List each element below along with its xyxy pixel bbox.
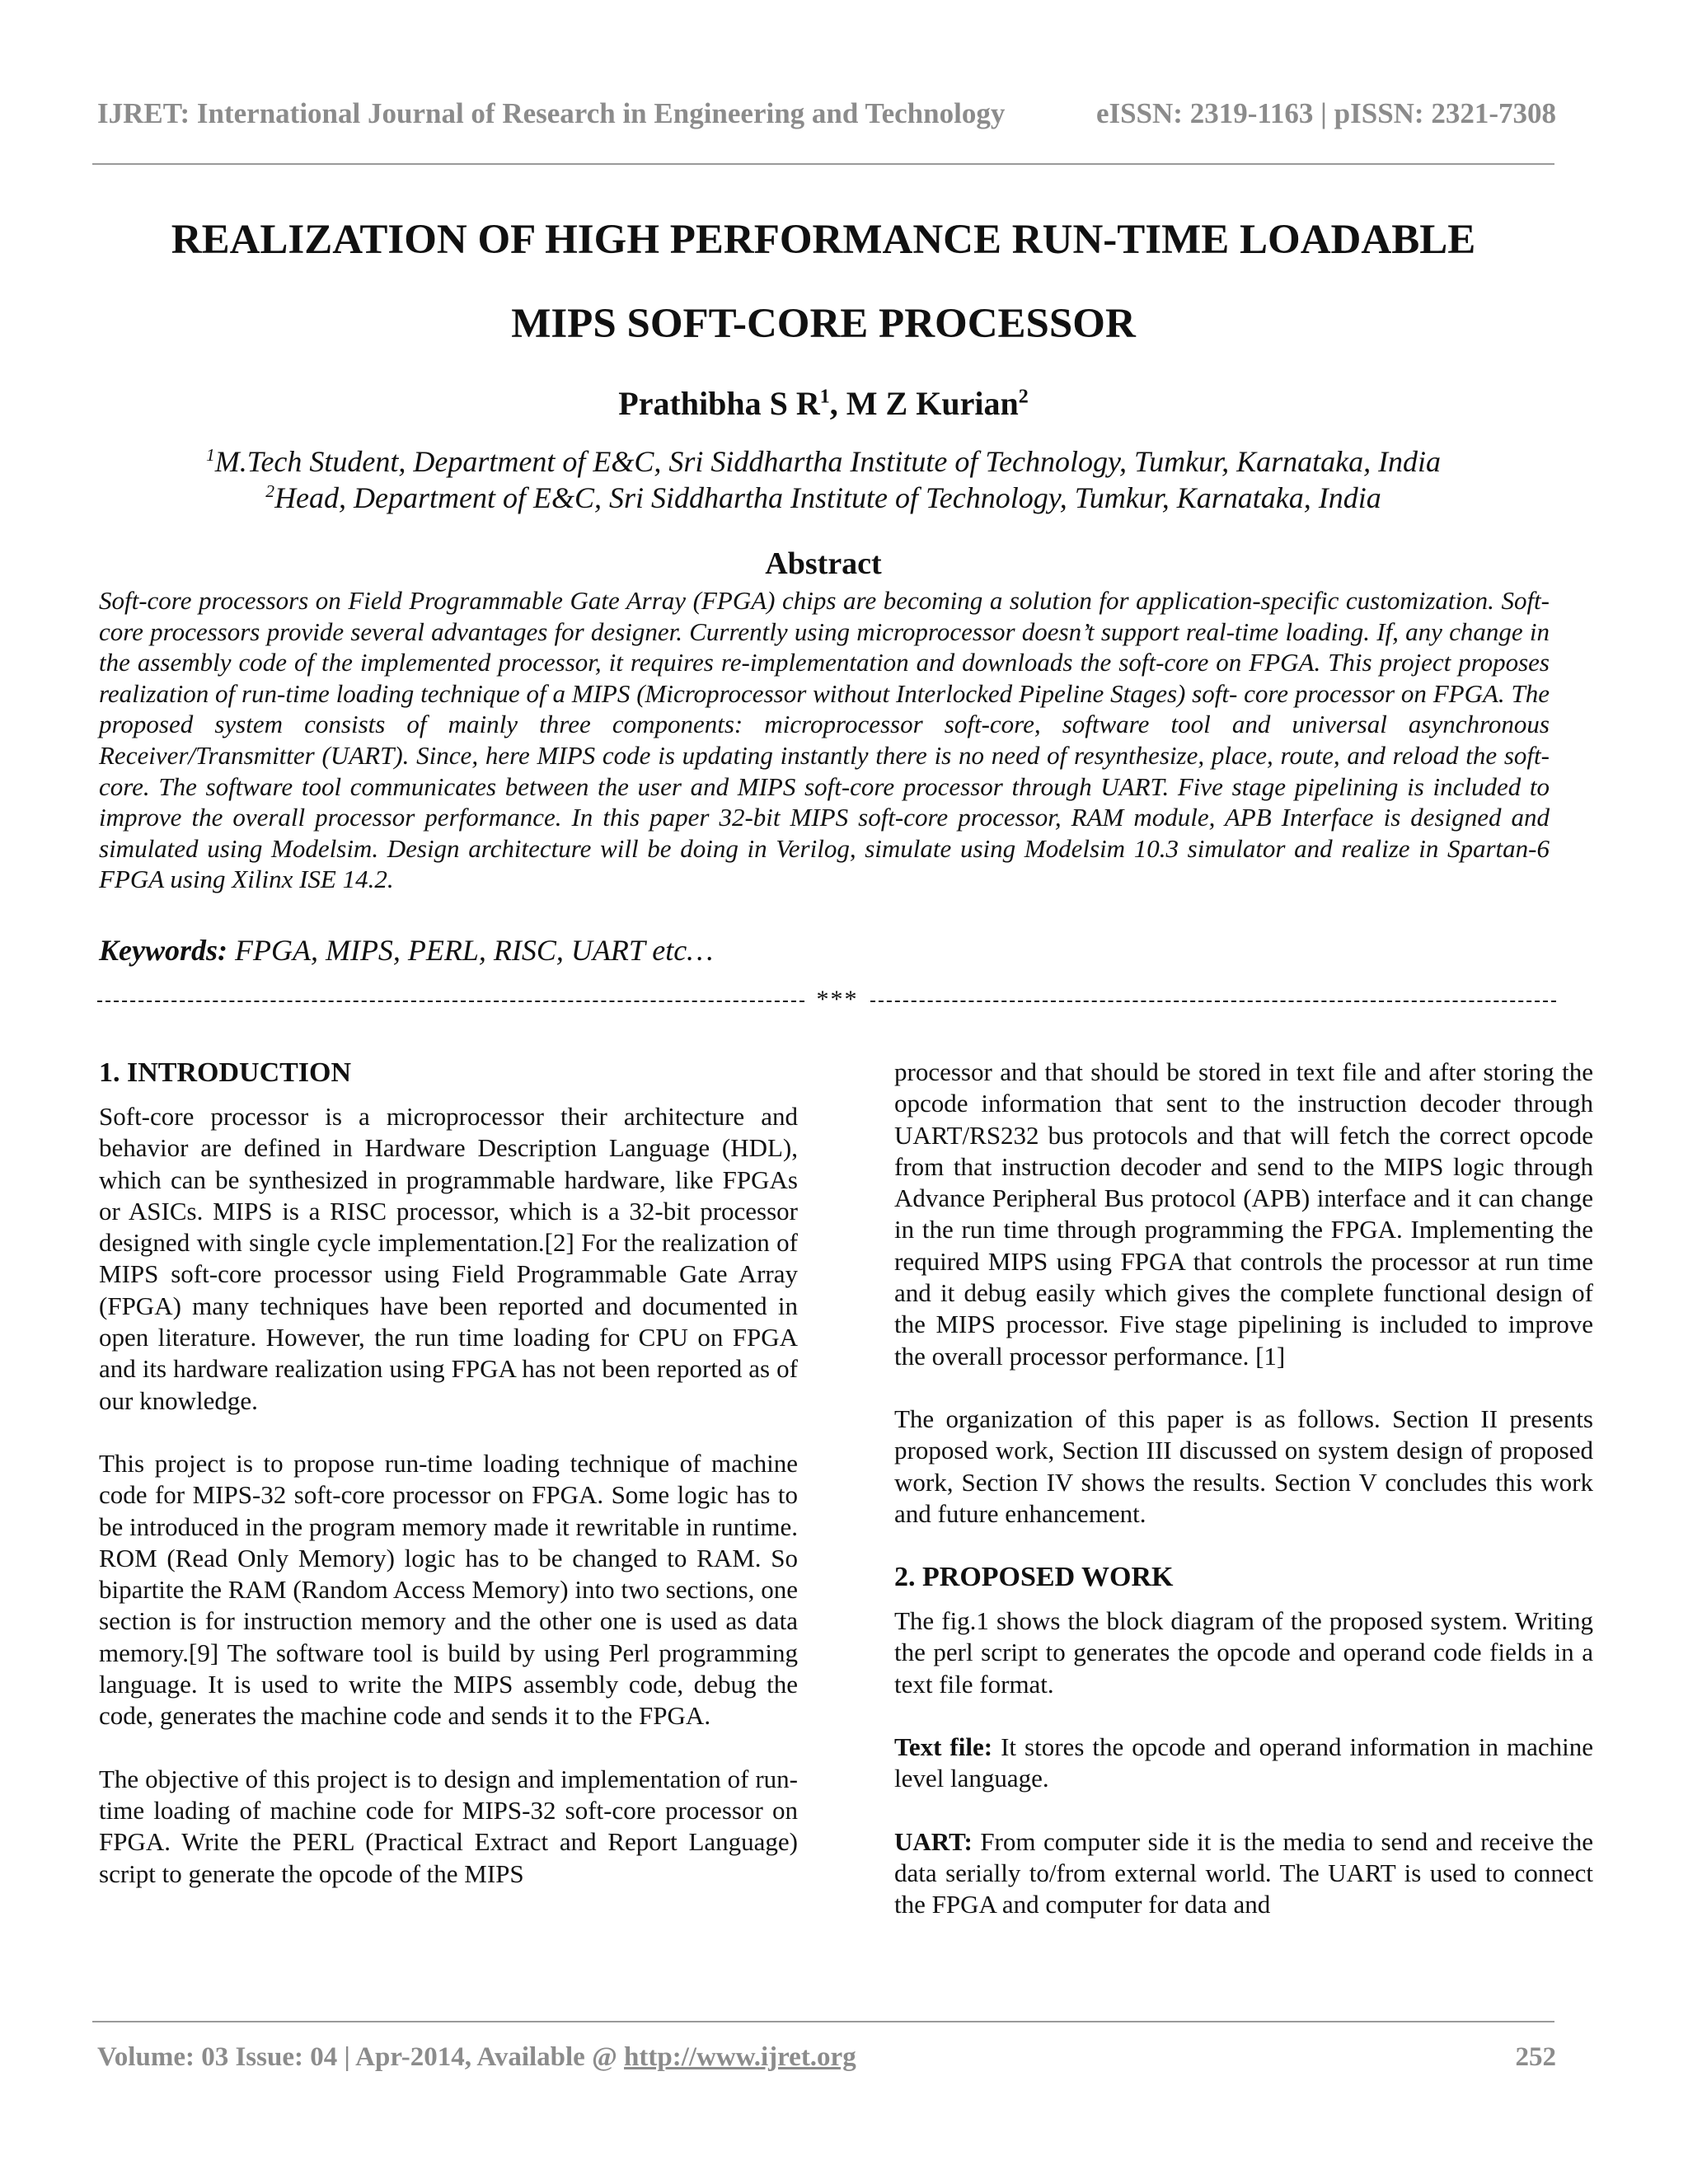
journal-name: IJRET: International Journal of Research in Engineering and Technology <box>97 97 1006 129</box>
affiliation-1-mark: 1 <box>205 445 215 465</box>
author-1: Prathibha S R <box>618 385 820 422</box>
introduction-heading: 1. INTRODUCTION <box>99 1057 352 1088</box>
affiliation-2-mark: 2 <box>265 481 275 501</box>
affiliation-1-text: M.Tech Student, Department of E&C, Sri Siddhartha Institute of Technology, Tumkur, Karnataka, India <box>214 445 1442 478</box>
keywords-text: FPGA, MIPS, PERL, RISC, UART etc… <box>227 934 714 967</box>
title-line-2: MIPS SOFT-CORE PROCESSOR <box>511 301 1136 347</box>
title-line-1: REALIZATION OF HIGH PERFORMANCE RUN-TIME LOADABLE <box>171 217 1476 263</box>
organization-paragraph: The organization of this paper is as follows. Section II presents proposed work, Section III discussed on system design of proposed work, Section IV shows the results. Section V concludes this work and future enhancement. <box>894 1404 1593 1528</box>
author-1-affil-mark: 1 <box>819 386 830 408</box>
proposed-work-paragraph: The fig.1 shows the block diagram of the proposed system. Writing the perl script to generates the opcode and operand code fields in a text file format. <box>894 1606 1593 1699</box>
affiliation-2-text: Head, Department of E&C, Sri Siddhartha Institute of Technology, Tumkur, Karnataka, India <box>274 481 1381 514</box>
author-separator: , <box>829 385 846 422</box>
running-header <box>97 97 1556 138</box>
uart-paragraph <box>894 1826 1593 1921</box>
intro-paragraph-1: Soft-core processor is a microprocessor their architecture and behavior are defined in Hardware Description Language (HDL), which can be synthesized in programmable hardware, like FPGAs or ASICs. MIPS is a RISC processor, which is a 32-bit processor designed with single cycle implementation.[2] For the realization of MIPS soft-core processor using Field Programmable Gate Array (FPGA) many techniques have been reported and documented in open literature. However, the run time loading for CPU on FPGA and its hardware realization using FPGA has not been reported as of our knowledge. <box>99 1102 798 1415</box>
affiliation-1 <box>92 443 1554 480</box>
separator-dash-right <box>870 1001 1556 1002</box>
footer-rule <box>92 2021 1554 2022</box>
uart-label: UART: <box>894 1826 973 1856</box>
separator-stars: *** <box>816 986 859 1013</box>
author-2-affil-mark: 2 <box>1018 386 1029 408</box>
issn-info: eISSN: 2319-1163 | pISSN: 2321-7308 <box>1095 97 1556 129</box>
footer-volume-info <box>97 2042 856 2073</box>
text-file-label: Text file: <box>894 1732 993 1762</box>
proposed-work-heading: 2. PROPOSED WORK <box>894 1562 1174 1593</box>
affiliations <box>92 443 1554 516</box>
intro-paragraph-2: This project is to propose run-time loading technique of machine code for MIPS-32 soft-core processor on FPGA. Some logic has to be introduced in the program memory made it rewritable in runtime. ROM (Read Only Memory) logic has to be changed to RAM. So bipartite the RAM (Random Access Memory) into two sections, one section is for instruction memory and the other one is used as data memory.[9] The software tool is build by using Perl programming language. It is used to write the MIPS assembly code, debug the code, generates the machine code and sends it to the FPGA. <box>99 1448 798 1731</box>
author-list <box>92 384 1554 423</box>
section-separator <box>97 986 1556 1013</box>
separator-dash-left <box>97 1001 804 1002</box>
intro-paragraph-4: processor and that should be stored in text file and after storing the opcode information that sent to the instruction decoder through UART/RS232 bus protocols and that will fetch the correct opcode from that instruction decoder and send to the MIPS logic through Advance Peripheral Bus protocol (APB) interface and it can change in the run time through programming the FPGA. Implementing the required MIPS using FPGA that controls the processor at run time and it debug easily which gives the complete functional design of the MIPS processor. Five stage pipelining is included to improve the overall processor performance. [1] <box>894 1057 1593 1371</box>
text-file-body: It stores the opcode and operand information in machine level language. <box>894 1732 1593 1793</box>
keywords <box>99 933 1550 968</box>
affiliation-2 <box>92 480 1554 516</box>
abstract-heading: Abstract <box>765 546 882 581</box>
intro-paragraph-3: The objective of this project is to design and implementation of run-time loading of machine code for MIPS-32 soft-core processor on FPGA. Write the PERL (Practical Extract and Report Language) script to generate the opcode of the MIPS <box>99 1764 798 1888</box>
page-number: 252 <box>1515 2042 1556 2072</box>
keywords-label: Keywords: <box>99 934 227 967</box>
right-column <box>894 1057 1593 1952</box>
paper-title <box>92 198 1554 366</box>
abstract-body: Soft-core processors on Field Programmable Gate Array (FPGA) chips are becoming a solution for application-specific customization. Soft-core processors provide several advantages for designer. Currently using microprocessor doesn’t support real-time loading. If, any change in the assembly code of the implemented processor, it requires re-implementation and downloads the soft-core on FPGA. This project proposes realization of run-time loading technique of a MIPS (Microprocessor without Interlocked Pipeline Stages) soft- core processor on FPGA. The proposed system consists of mainly three components: microprocessor soft-core, software tool and universal asynchronous Receiver/Transmitter (UART). Since, here MIPS code is updating instantly there is no need of resynthesize, place, route, and reload the soft-core. The software tool communicates between the user and MIPS soft-core processor through UART. Five stage pipelining is included to improve the overall processor performance. In this paper 32-bit MIPS soft-core processor, RAM module, APB Interface is designed and simulated using Modelsim. Design architecture will be doing in Verilog, simulate using Modelsim 10.3 simulator and realize in Spartan-6 FPGA using Xilinx ISE 14.2. <box>99 586 1550 894</box>
text-file-paragraph <box>894 1732 1593 1795</box>
left-column <box>99 1057 798 1921</box>
uart-body: From computer side it is the media to send and receive the data serially to/from external world. The UART is used to connect the FPGA and computer for data and <box>894 1826 1593 1919</box>
header-rule <box>92 163 1554 165</box>
author-2: M Z Kurian <box>846 385 1019 422</box>
footer-volume-text: Volume: 03 Issue: 04 | Apr-2014, Available @ <box>97 2042 625 2072</box>
journal-url-link[interactable]: http://www.ijret.org <box>624 2042 856 2072</box>
